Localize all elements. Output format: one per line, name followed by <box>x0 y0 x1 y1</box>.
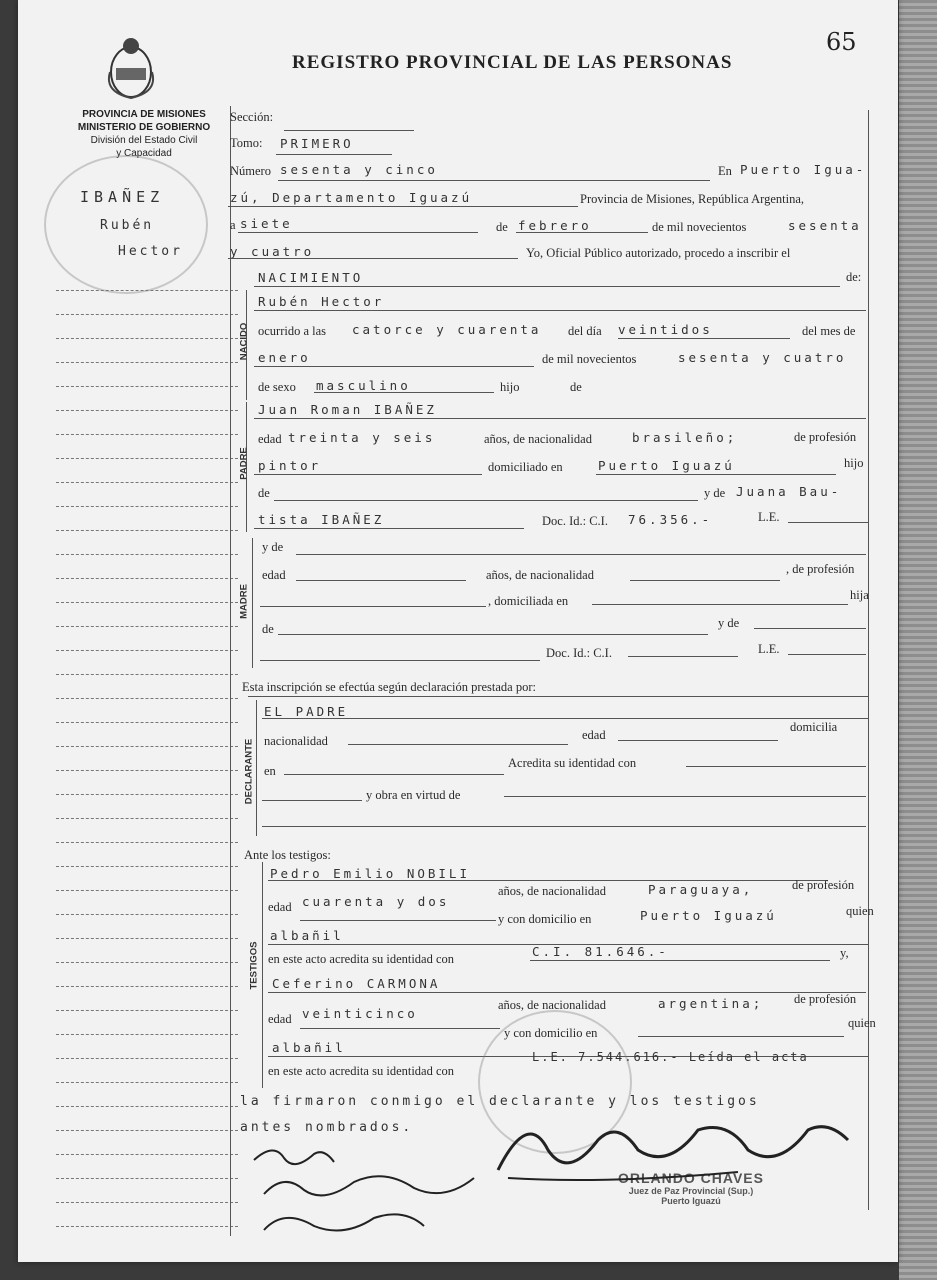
padre-madre-value: Juana Bau- <box>736 484 842 499</box>
testigo1-dom-label: y con domicilio en <box>498 912 592 926</box>
madre-y-de2-line <box>754 628 866 629</box>
testigo2-prof-label: de profesión <box>794 992 857 1006</box>
place-value-2: zú, Departamento Iguazú <box>230 190 473 205</box>
padre-prof-line <box>254 474 482 475</box>
padre-dom-line <box>596 474 836 475</box>
mes-line <box>254 366 534 367</box>
margin-ruled-line <box>56 1082 238 1083</box>
nacido-name-line <box>254 310 866 311</box>
madre-hija-label: hija <box>850 588 869 602</box>
tomo-label: Tomo: <box>230 136 263 150</box>
padre-madre-line <box>254 528 524 529</box>
official-name: ORLANDO CHAVES <box>618 1170 764 1186</box>
padre-doc-label: Doc. Id.: C.I. <box>542 514 608 528</box>
margin-ruled-line <box>56 1202 238 1203</box>
testigos-intro: Ante los testigos: <box>244 848 331 862</box>
margin-ruled-line <box>56 1010 238 1011</box>
testigo2-dom-line <box>638 1036 844 1037</box>
margin-ruled-line <box>56 794 238 795</box>
sexo-line <box>314 392 494 393</box>
margin-ruled-line <box>56 746 238 747</box>
coat-of-arms-icon <box>104 32 158 102</box>
declarante-border <box>256 700 257 836</box>
padre-name-value: Juan Roman IBAÑEZ <box>258 402 437 417</box>
year-value-2: y cuatro <box>230 244 315 259</box>
sexo-label: de sexo <box>258 380 296 394</box>
declarante-nac-label: nacionalidad <box>264 734 328 748</box>
testigo2-dom-label: y con domicilio en <box>504 1026 598 1040</box>
place-line <box>228 206 578 207</box>
padre-edad-label: edad <box>258 432 282 446</box>
anio-value: sesenta y cuatro <box>678 350 847 365</box>
testigo1-prof: albañil <box>270 928 344 943</box>
official-place: Puerto Iguazú <box>661 1196 721 1206</box>
padre-nac-label: años, de nacionalidad <box>484 432 592 446</box>
testigo2-doc: L.E. 7.544.616.- Leída el acta <box>532 1050 809 1064</box>
de-colon: de: <box>846 270 862 284</box>
testigo1-quien: quien <box>846 904 874 918</box>
official-title: Juez de Paz Provincial (Sup.) <box>628 1186 754 1196</box>
margin-ruled-line <box>56 1178 238 1179</box>
margin-ruled-line <box>56 626 238 627</box>
closing-line-2: antes nombrados. <box>240 1120 414 1135</box>
del-dia-label: del día <box>568 324 602 338</box>
day-line <box>238 232 478 233</box>
margin-ruled-line <box>56 290 238 291</box>
margin-ruled-line <box>56 674 238 675</box>
margin-ruled-line <box>56 338 238 339</box>
hijo-suffix: de <box>570 380 582 394</box>
declarante-value: EL PADRE <box>264 704 349 719</box>
padre-hijo-label: hijo <box>844 456 864 470</box>
tomo-value: PRIMERO <box>280 136 354 151</box>
testigo1-edad-line <box>300 920 496 921</box>
padre-madre-value-2: tista IBAÑEZ <box>258 512 385 527</box>
oficial-text: Yo, Oficial Público autorizado, procedo a inscribir el <box>526 246 791 260</box>
content-divider <box>230 106 231 1236</box>
testigo2-nac-label: años, de nacionalidad <box>498 998 606 1012</box>
madre-le-label: L.E. <box>758 642 780 656</box>
margin-ruled-line <box>56 1226 238 1227</box>
madre-de-line <box>278 634 708 635</box>
numero-value: sesenta y cinco <box>280 162 438 177</box>
nacido-name-value: Rubén Hector <box>258 294 385 309</box>
acto-line <box>254 286 840 287</box>
margin-given-name-2: Hector <box>118 244 183 259</box>
en-label: En <box>718 164 732 178</box>
declarante-edad-label: edad <box>582 728 606 742</box>
declarante-en-line <box>284 774 504 775</box>
mes-value: enero <box>258 350 311 365</box>
margin-ruled-line <box>56 722 238 723</box>
witness-signatures <box>244 1138 484 1248</box>
testigo2-quien: quien <box>848 1016 876 1030</box>
hora-value: catorce y cuarenta <box>352 322 542 337</box>
testigo2-prof: albañil <box>272 1040 346 1055</box>
margin-ruled-line <box>56 698 238 699</box>
margin-ruled-line <box>56 818 238 819</box>
madre-ci-line <box>628 656 738 657</box>
testigos-border <box>262 862 263 1088</box>
padre-section-label: PADRE <box>238 447 250 480</box>
madre-nac-label: años, de nacionalidad <box>486 568 594 582</box>
madre-dom-line <box>592 604 848 605</box>
testigo2-nac: argentina; <box>658 996 764 1011</box>
padre-dom-value: Puerto Iguazú <box>598 458 735 473</box>
madre-dom-label: , domiciliada en <box>488 594 569 608</box>
margin-ruled-line <box>56 866 238 867</box>
madre-de-label: de <box>262 622 274 636</box>
testigo1-nac: Paraguaya, <box>648 882 754 897</box>
declarante-obra-line <box>504 796 866 797</box>
declarante-dom-label: domicilia <box>790 720 838 734</box>
authority-line4: y Capacidad <box>116 148 172 159</box>
margin-ruled-line <box>56 554 238 555</box>
madre-doc-line <box>260 660 540 661</box>
place-value: Puerto Igua- <box>740 162 867 177</box>
ocurrido-label: ocurrido a las <box>258 324 327 338</box>
authority-line2: MINISTERIO DE GOBIERNO <box>77 122 211 133</box>
testigo1-dom: Puerto Iguazú <box>640 908 777 923</box>
declaracion-line <box>248 696 868 697</box>
margin-ruled-line <box>56 890 238 891</box>
margin-ruled-line <box>56 602 238 603</box>
padre-de-line <box>274 500 698 501</box>
numero-line <box>278 180 710 181</box>
testigo2-acredita-label: en este acto acredita su identidad con <box>268 1064 455 1078</box>
nacido-section-label: NACIDO <box>238 322 250 361</box>
margin-ruled-line <box>56 1130 238 1131</box>
margin-ruled-line <box>56 650 238 651</box>
official-signature <box>488 1110 868 1190</box>
testigo2-name: Ceferino CARMONA <box>272 976 441 991</box>
testigo1-doc: C.I. 81.646.- <box>532 944 669 959</box>
testigos-section-label: TESTIGOS <box>248 941 260 990</box>
padre-y-de-label: y de <box>704 486 726 500</box>
margin-ruled-line <box>56 434 238 435</box>
declarante-acredita-line <box>686 766 866 767</box>
margin-ruled-line <box>56 986 238 987</box>
padre-prof-label: de profesión <box>794 430 857 444</box>
month-value: febrero <box>518 218 592 233</box>
margin-surname: IBAÑEZ <box>80 188 165 206</box>
numero-label: Número <box>230 164 271 178</box>
year-text: de mil novecientos <box>652 220 747 234</box>
declarante-en-label: en <box>264 764 276 778</box>
madre-prof-line <box>260 606 486 607</box>
page-number: 65 <box>826 28 857 56</box>
margin-ruled-line <box>56 1154 238 1155</box>
margin-ruled-line <box>56 482 238 483</box>
margin-ruled-line <box>56 1034 238 1035</box>
testigo1-name: Pedro Emilio NOBILI <box>270 866 470 881</box>
madre-doc-label: Doc. Id.: C.I. <box>546 646 612 660</box>
testigo2-edad-label: edad <box>268 1012 292 1026</box>
padre-prof-value: pintor <box>258 458 322 473</box>
margin-ruled-line <box>56 458 238 459</box>
padre-dom-label: domiciliado en <box>488 460 563 474</box>
month-line <box>516 232 648 233</box>
testigo1-y: y, <box>840 946 849 960</box>
anio-label: de mil novecientos <box>542 352 637 366</box>
margin-ruled-line <box>56 506 238 507</box>
closing-line-1: la firmaron conmigo el declarante y los testigos <box>240 1094 760 1109</box>
dia-value: veintidos <box>618 322 713 337</box>
declarante-obra-label: y obra en virtud de <box>366 788 461 802</box>
padre-doc-value: 76.356.- <box>628 512 713 527</box>
padre-le-line <box>788 522 868 523</box>
margin-ruled-line <box>56 914 238 915</box>
book-spine <box>899 0 937 1280</box>
year-value: sesenta <box>788 218 862 233</box>
testigo1-acredita-label: en este acto acredita su identidad con <box>268 952 455 966</box>
de-label: de <box>496 220 508 234</box>
margin-ruled-line <box>56 1106 238 1107</box>
padre-name-line <box>254 418 866 419</box>
padre-nac-value: brasileño; <box>632 430 738 445</box>
madre-section-label: MADRE <box>238 584 250 619</box>
authority-line1: PROVINCIA DE MISIONES <box>82 109 206 120</box>
testigo1-name-line <box>268 880 828 881</box>
madre-border <box>252 538 253 668</box>
margin-ruled-line <box>56 578 238 579</box>
declarante-nac-line <box>348 744 568 745</box>
margin-ruled-line <box>56 938 238 939</box>
padre-le-label: L.E. <box>758 510 780 524</box>
declarante-line <box>262 718 868 719</box>
authority-block <box>54 108 234 160</box>
tomo-line <box>276 154 392 155</box>
madre-nac-line <box>630 580 780 581</box>
authority-line3: División del Estado Civil <box>90 135 198 146</box>
document-page <box>18 0 898 1262</box>
margin-ruled-line <box>56 770 238 771</box>
testigo1-doc-line <box>530 960 830 961</box>
margin-ruled-line <box>56 1058 238 1059</box>
padre-de-label: de <box>258 486 270 500</box>
madre-y-de-label: y de <box>262 540 284 554</box>
testigo1-nac-label: años, de nacionalidad <box>498 884 606 898</box>
declarante-end-line <box>262 826 866 827</box>
right-border <box>868 110 869 1210</box>
sexo-value: masculino <box>316 378 411 393</box>
year-line <box>228 258 518 259</box>
provincia-text: Provincia de Misiones, República Argentina, <box>580 192 805 206</box>
declarante-edad-line <box>618 740 778 741</box>
dia-line <box>618 338 790 339</box>
declarante-acredita-label: Acredita su identidad con <box>508 756 637 770</box>
margin-ruled-line <box>56 530 238 531</box>
testigo1-prof-label: de profesión <box>792 878 855 892</box>
declarante-section-label: DECLARANTE <box>243 738 255 805</box>
madre-edad-line <box>296 580 466 581</box>
testigo2-edad-line <box>300 1028 500 1029</box>
testigo1-edad: cuarenta y dos <box>302 894 450 909</box>
madre-prof-label: , de profesión <box>786 562 855 576</box>
margin-ruled-line <box>56 362 238 363</box>
margin-ruled-line <box>56 962 238 963</box>
margin-ruled-line <box>56 314 238 315</box>
madre-name-line <box>296 554 866 555</box>
padre-edad-value: treinta y seis <box>288 430 436 445</box>
madre-le-line <box>788 654 866 655</box>
seccion-line <box>284 130 414 131</box>
testigo2-name-line <box>268 992 866 993</box>
page-title: REGISTRO PROVINCIAL DE LAS PERSONAS <box>292 52 733 73</box>
margin-ruled-line <box>56 410 238 411</box>
margin-ruled-line <box>56 842 238 843</box>
seccion-label: Sección: <box>230 110 274 124</box>
acto-value: NACIMIENTO <box>258 270 364 285</box>
del-mes-label: del mes de <box>802 324 856 338</box>
declaracion-text: Esta inscripción se efectúa según declaración prestada por: <box>242 680 536 694</box>
testigo2-edad: veinticinco <box>302 1006 418 1021</box>
margin-given-name-1: Rubén <box>100 218 155 233</box>
hijo-label: hijo <box>500 380 520 394</box>
day-value: siete <box>240 216 293 231</box>
declarante-obra-pre-line <box>262 800 362 801</box>
margin-ruled-line <box>56 386 238 387</box>
madre-edad-label: edad <box>262 568 286 582</box>
madre-y-de2-label: y de <box>718 616 740 630</box>
testigo1-edad-label: edad <box>268 900 292 914</box>
a-label: a <box>230 218 236 232</box>
